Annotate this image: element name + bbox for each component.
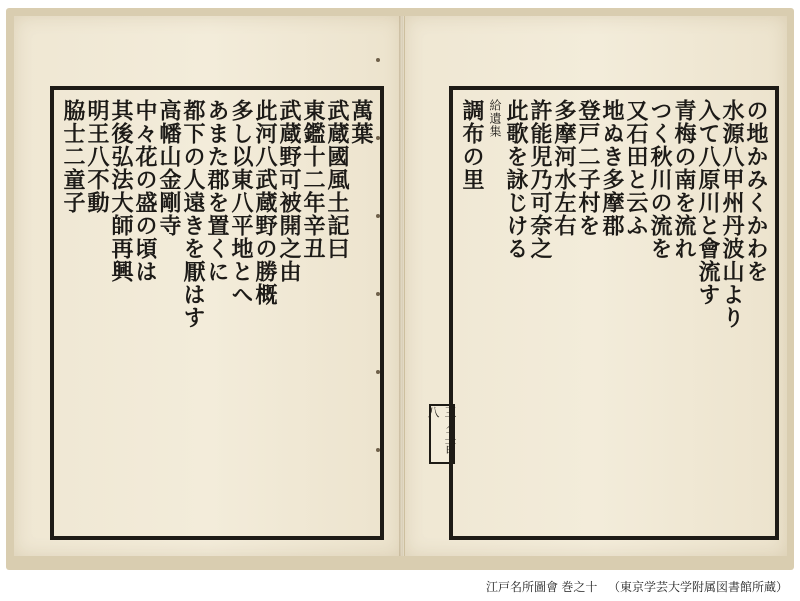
text-column: 登戸二子村を xyxy=(575,99,601,237)
text-column: 多し以東八平地とへ xyxy=(228,99,254,306)
text-column: 東鑑十二年辛丑 xyxy=(300,99,326,260)
text-column: 脇士二童子 xyxy=(60,99,86,214)
text-column: 水源八甲州丹波山より xyxy=(719,99,745,329)
text-column: の地かみくかわを xyxy=(743,99,769,283)
text-column: 萬葉 xyxy=(348,99,374,145)
text-column: 其後弘法大師再興 xyxy=(108,99,134,283)
binding-hole xyxy=(376,58,380,62)
page-number-label: 三ノ二百八 xyxy=(429,404,455,464)
text-column: 中々花の盛の頃は xyxy=(132,99,158,283)
text-column: 高幡山金剛寺 xyxy=(156,99,182,237)
right-page-text-frame xyxy=(449,86,779,540)
text-column: 入て八原川と會流す xyxy=(695,99,721,306)
text-column: つく秋川の流を xyxy=(647,99,673,260)
text-column: 又石田と云ふ xyxy=(623,99,649,237)
left-page-text-frame xyxy=(50,86,384,540)
left-page xyxy=(14,16,403,556)
text-column: 明王八不動 xyxy=(84,99,110,214)
caption-credit: （東京学芸大学附属図書館所蔵） xyxy=(608,580,789,594)
binding-hole xyxy=(376,136,380,140)
text-column: 地ぬき多摩郡 xyxy=(599,99,625,237)
image-caption xyxy=(0,578,800,596)
book-spread xyxy=(6,8,794,570)
text-column: 此河八武蔵野の勝概 xyxy=(252,99,278,306)
caption-title: 江戸名所圖會 巻之十 xyxy=(486,580,598,594)
text-column: 調布の里 xyxy=(459,99,485,191)
text-column: あまた郡を置くに xyxy=(204,99,230,283)
text-column: 給遺集 xyxy=(488,99,502,138)
text-column: 都下の人遠きを厭はす xyxy=(180,99,206,329)
text-column: 武蔵國風土記曰 xyxy=(324,99,350,260)
binding-hole xyxy=(376,214,380,218)
binding-hole xyxy=(376,370,380,374)
text-column: 此歌を詠じける xyxy=(503,99,529,260)
text-column: 武蔵野可被開之由 xyxy=(276,99,302,283)
binding-hole xyxy=(376,292,380,296)
right-page xyxy=(404,16,787,556)
text-column: 許能児乃可奈之 xyxy=(527,99,553,260)
binding-hole xyxy=(376,448,380,452)
text-column: 青梅の南を流れ xyxy=(671,99,697,260)
text-column: 多摩河水左右 xyxy=(551,99,577,237)
